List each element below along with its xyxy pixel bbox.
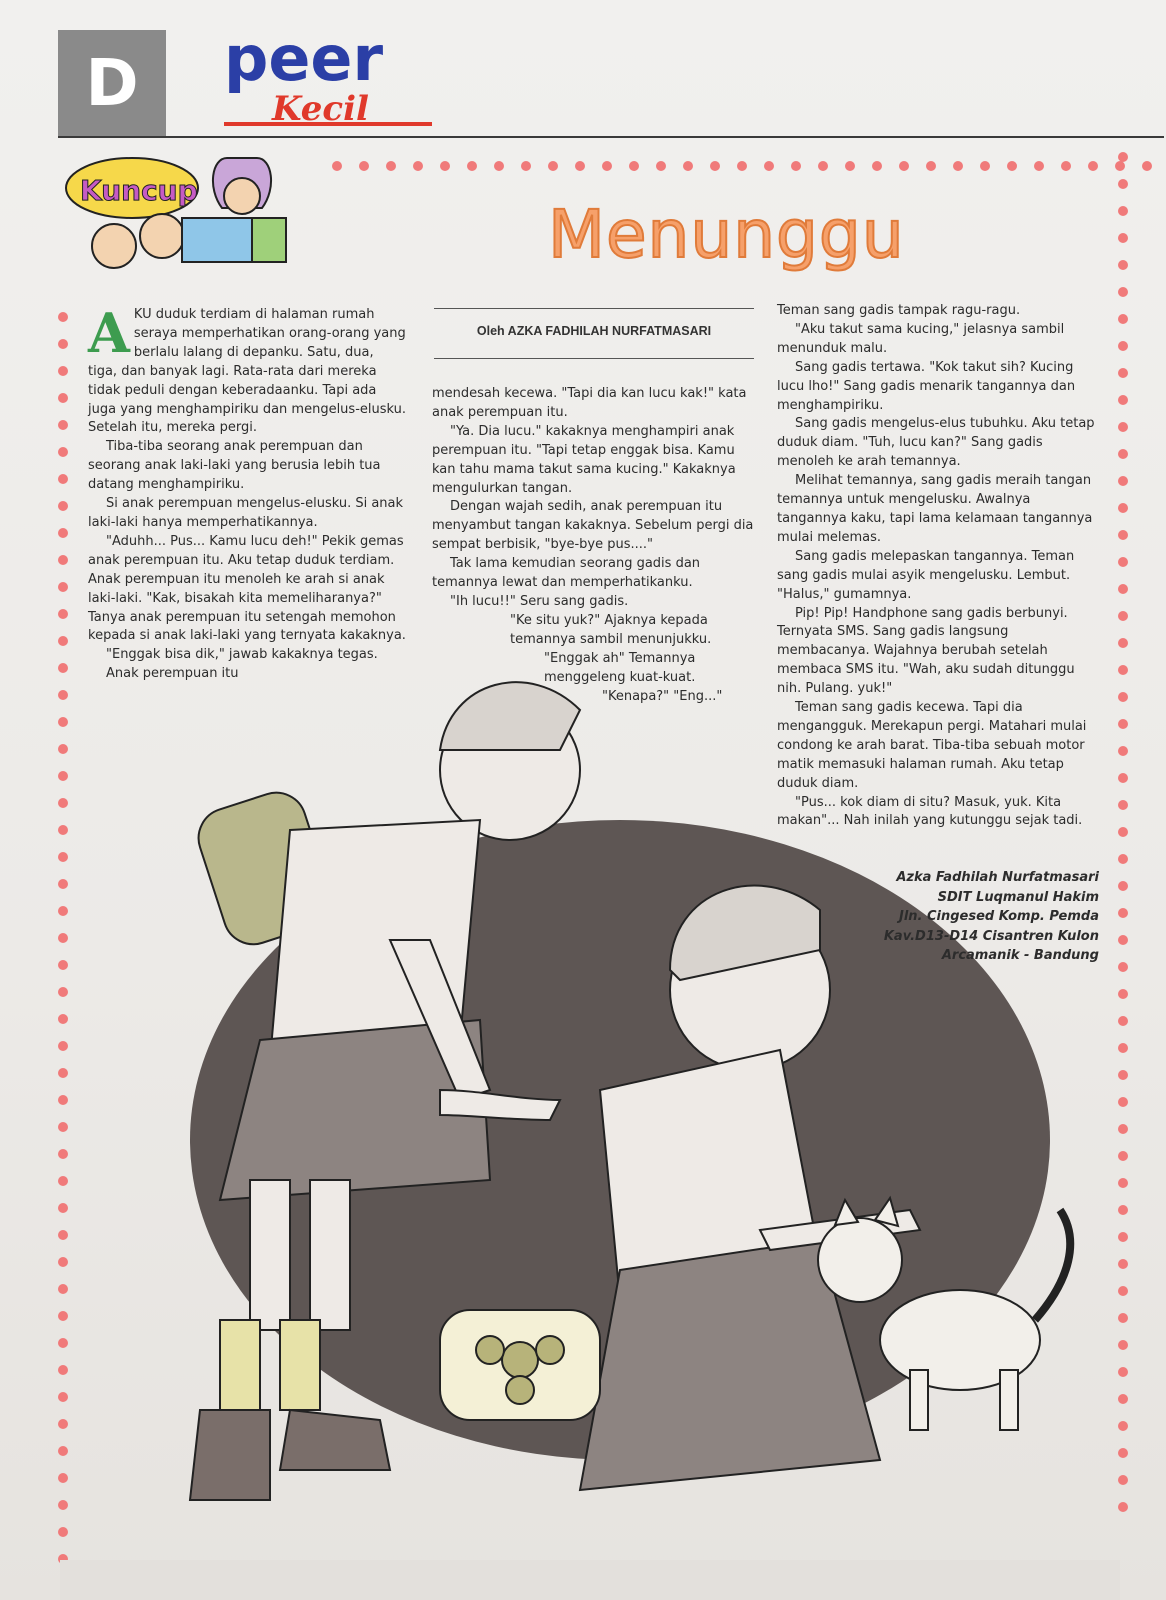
paragraph: Pip! Pip! Handphone sang gadis berbunyi. Ternyata SMS. Sang gadis langsung membacanya. Wajahnya berubah setelah membaca SMS itu. "Wah, aku sudah ditunggu nih. Pulang. yuk!" bbox=[777, 605, 1075, 697]
logo-kecil-text: Kecil bbox=[272, 89, 369, 129]
border-dot bbox=[1118, 206, 1128, 216]
paragraph: Sang gadis melepaskan tangannya. Teman sang gadis mulai asyik mengelusku. Lembut. "Halus," gumamnya. bbox=[777, 548, 1075, 602]
author-name: Azka Fadhilah Nurfatmasari bbox=[896, 870, 1099, 885]
article-column-3 bbox=[777, 302, 1097, 831]
paragraph: Si anak perempuan mengelus-elusku. Si anak laki-laki hanya memperhatikannya. bbox=[88, 496, 404, 530]
border-dot bbox=[1118, 530, 1128, 540]
paragraph: "Enggak ah" Temannya bbox=[544, 650, 696, 666]
author-address-line2: Kav.D13-D14 Cisantren Kulon bbox=[883, 928, 1099, 944]
border-dot bbox=[1118, 449, 1128, 459]
border-dot bbox=[58, 582, 68, 592]
border-dot bbox=[1118, 584, 1128, 594]
dotted-border-top bbox=[330, 159, 1160, 173]
border-dot bbox=[58, 420, 68, 430]
border-dot bbox=[58, 339, 68, 349]
border-dot bbox=[1118, 341, 1128, 351]
author-signature bbox=[884, 868, 1099, 966]
border-dot bbox=[58, 555, 68, 565]
paragraph: "Kenapa?" "Eng..." bbox=[602, 688, 723, 704]
logo-peer-text: peer bbox=[224, 22, 384, 95]
byline-rule-top bbox=[434, 308, 754, 309]
paragraph: Dengan wajah sedih, anak perempuan itu menyambut tangan kakaknya. Sebelum pergi dia sempat berbisik, "bye-bye pus...." bbox=[432, 499, 754, 553]
border-dot bbox=[1118, 179, 1128, 189]
kuncup-label: Kuncup bbox=[80, 174, 198, 207]
paragraph: Anak perempuan itu bbox=[106, 666, 239, 682]
paragraph: "Ke situ yuk?" Ajaknya kepada bbox=[510, 612, 708, 628]
border-dot bbox=[58, 528, 68, 538]
border-dot bbox=[1118, 233, 1128, 243]
border-dot bbox=[1118, 152, 1128, 162]
border-dot bbox=[58, 366, 68, 376]
paragraph: "Ya. Dia lucu." kakaknya menghampiri anak perempuan itu. "Tapi tetap enggak bisa. Kamu kan tahu mama takut sama kucing." Kakaknya mengulurkan tangan. bbox=[432, 423, 736, 496]
author-address-line1: Jln. Cingesed Komp. Pemda bbox=[898, 909, 1099, 924]
border-dot bbox=[58, 312, 68, 322]
article-title: Menunggu bbox=[548, 196, 905, 273]
border-dot bbox=[1118, 368, 1128, 378]
paragraph: "Ih lucu!!" Seru sang gadis. bbox=[450, 593, 629, 609]
kuncup-badge-illustration bbox=[62, 148, 292, 278]
border-dot bbox=[58, 393, 68, 403]
drop-cap: A bbox=[88, 301, 130, 365]
paragraph: Sang gadis mengelus-elus tubuhku. Aku tetap duduk diam. "Tuh, lucu kan?" Sang gadis menoleh ke arah temannya. bbox=[777, 416, 1095, 470]
border-dot bbox=[58, 501, 68, 511]
border-dot bbox=[1118, 557, 1128, 567]
section-label-box bbox=[58, 30, 166, 138]
border-dot bbox=[1118, 395, 1128, 405]
byline-rule-bottom bbox=[434, 358, 754, 359]
border-dot bbox=[1118, 314, 1128, 324]
border-dot bbox=[1118, 260, 1128, 270]
paragraph: temannya sambil menunjukku. bbox=[510, 631, 712, 647]
paragraph: Tiba-tiba seorang anak perempuan dan seorang anak laki-laki yang berusia lebih tua datang menghampiriku. bbox=[88, 439, 381, 493]
border-dot bbox=[58, 474, 68, 484]
author-school: SDIT Luqmanul Hakim bbox=[937, 889, 1099, 905]
bottom-strip bbox=[60, 1560, 1120, 1600]
border-dot bbox=[58, 609, 68, 619]
paragraph: "Enggak bisa dik," jawab kakaknya tegas. bbox=[106, 647, 378, 663]
author-city: Arcamanik - Bandung bbox=[941, 948, 1099, 963]
paragraph: mendesah kecewa. "Tapi dia kan lucu kak!" kata anak perempuan itu. bbox=[432, 386, 747, 420]
paragraph: Tak lama kemudian seorang gadis dan temannya lewat dan memperhatikanku. bbox=[432, 556, 701, 591]
border-dot bbox=[58, 447, 68, 457]
border-dot bbox=[1118, 476, 1128, 486]
paragraph: "Aduhh... Pus... Kamu lucu deh!" Pekik gemas anak perempuan itu. Aku tetap duduk terdiam. Anak perempuan itu menoleh ke arah si anak laki-laki. "Kak, bisakah kita memeliharanya?" Tanya anak perempuan itu setengah memohon kepada si anak laki-laki yang ternyata kakaknya. bbox=[88, 533, 406, 644]
section-letter: D bbox=[85, 47, 139, 121]
border-dot bbox=[1118, 287, 1128, 297]
paragraph: "Pus... kok diam di situ? Masuk, yuk. Kita makan"... Nah inilah yang kutunggu sejak tadi. bbox=[777, 794, 1083, 829]
header-rule bbox=[58, 136, 1164, 138]
paragraph-intro bbox=[88, 301, 407, 438]
article-byline: Oleh AZKA FADHILAH NURFATMASARI bbox=[476, 324, 712, 338]
paragraph: Teman sang gadis tampak ragu-ragu. bbox=[777, 303, 1021, 318]
article-column-2 bbox=[432, 385, 754, 706]
peer-kecil-logo bbox=[222, 20, 462, 130]
border-dot bbox=[1118, 503, 1128, 513]
paragraph: Teman sang gadis kecewa. Tapi dia mengangguk. Merekapun pergi. Matahari mulai condong ke arah barat. Tiba-tiba sebuah motor matik memasuki halaman rumah. Aku tetap duduk diam. bbox=[777, 700, 1087, 791]
paragraph: menggeleng kuat-kuat. bbox=[544, 669, 696, 685]
border-dot bbox=[1118, 422, 1128, 432]
paragraph-intro-text: KU duduk terdiam di halaman rumah seraya memperhatikan orang-orang yang berlalu lalang di depanku. Satu, dua, tiga, dan banyak lagi. Rata-rata dari mereka tidak peduli dengan keberadaanku. Tapi ada juga yang menghampiriku dan mengelus-elusku. Setelah itu, mereka pergi. bbox=[88, 307, 407, 436]
paragraph: Melihat temannya, sang gadis meraih tangan temannya untuk mengelusku. Awalnya tangannya kaku, tapi lama kelamaan tangannya mulai melemas. bbox=[777, 473, 1093, 545]
paragraph: Sang gadis tertawa. "Kok takut sih? Kucing lucu lho!" Sang gadis menarik tangannya dan menghampiriku. bbox=[777, 359, 1076, 413]
article-column-1 bbox=[88, 301, 407, 684]
paragraph: "Aku takut sama kucing," jelasnya sambil menunduk malu. bbox=[777, 321, 1065, 356]
